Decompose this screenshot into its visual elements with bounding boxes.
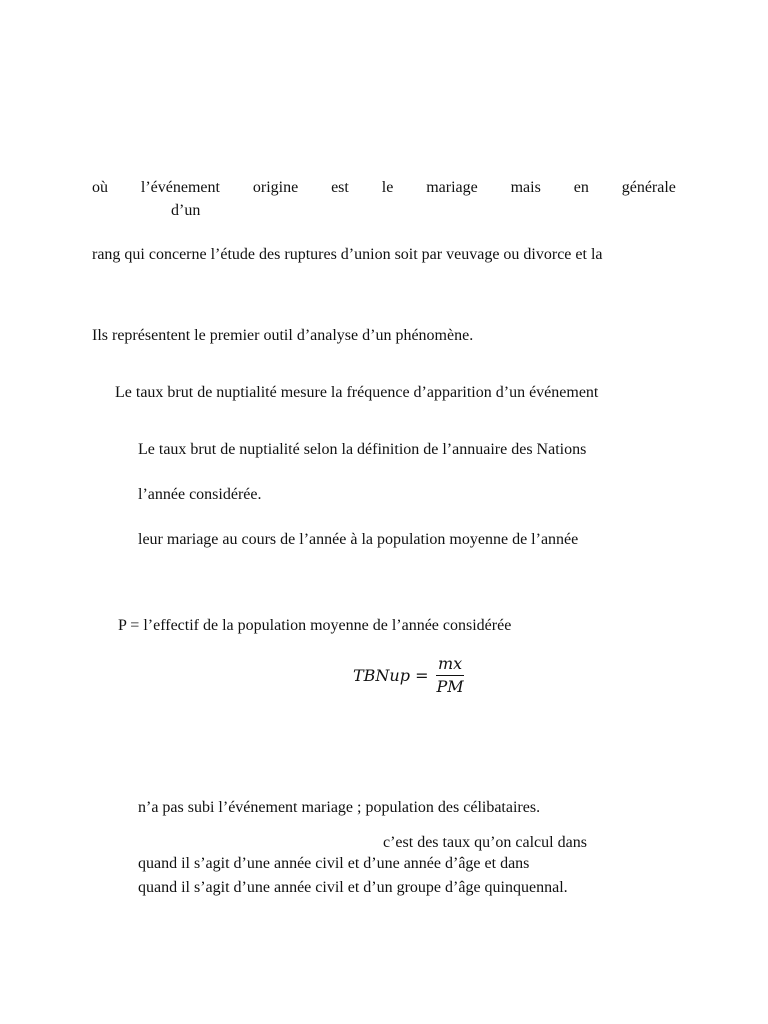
word: mais — [510, 179, 541, 196]
formula-lhs: TBNup = — [353, 666, 429, 685]
paragraph-line-7: leur mariage au cours de l’année à la population moyenne de l’année — [138, 531, 579, 548]
paragraph-line-2: rang qui concerne l’étude des ruptures d’union soit par veuvage ou divorce et la — [92, 246, 603, 263]
paragraph-line-4: Le taux brut de nuptialité mesure la fréquence d’apparition d’un événement — [115, 384, 599, 401]
formula-tbnup — [353, 655, 466, 696]
word: générale — [621, 179, 676, 196]
word: mariage — [426, 179, 478, 196]
formula-numerator: mx — [436, 655, 464, 676]
paragraph-line-9: n’a pas subi l’événement mariage ; population des célibataires. — [138, 799, 541, 816]
paragraph-line-12: quand il s’agit d’une année civil et d’un groupe d’âge quinquennal. — [138, 879, 568, 896]
paragraph-line-6: l’année considérée. — [138, 486, 262, 503]
word: est — [331, 179, 349, 196]
paragraph-line-8: P = l’effectif de la population moyenne de l’année considérée — [118, 617, 512, 634]
word: le — [381, 179, 394, 196]
formula-fraction — [434, 655, 465, 696]
word: origine — [252, 179, 299, 196]
paragraph-line-11: quand il s’agit d’une année civil et d’une année d’âge et dans — [138, 855, 530, 872]
word: où — [92, 179, 108, 196]
paragraph-line-10: c’est des taux qu’on calcul dans — [383, 834, 587, 851]
paragraph-line-1-continuation: d’un — [171, 202, 201, 219]
paragraph-line-5: Le taux brut de nuptialité selon la définition de l’annuaire des Nations — [138, 441, 587, 458]
word: l’événement — [140, 179, 220, 196]
formula-denominator: PM — [436, 677, 464, 696]
paragraph-line-3: Ils représentent le premier outil d’analyse d’un phénomène. — [92, 327, 474, 344]
word: en — [573, 179, 589, 196]
paragraph-line-1 — [92, 178, 676, 198]
